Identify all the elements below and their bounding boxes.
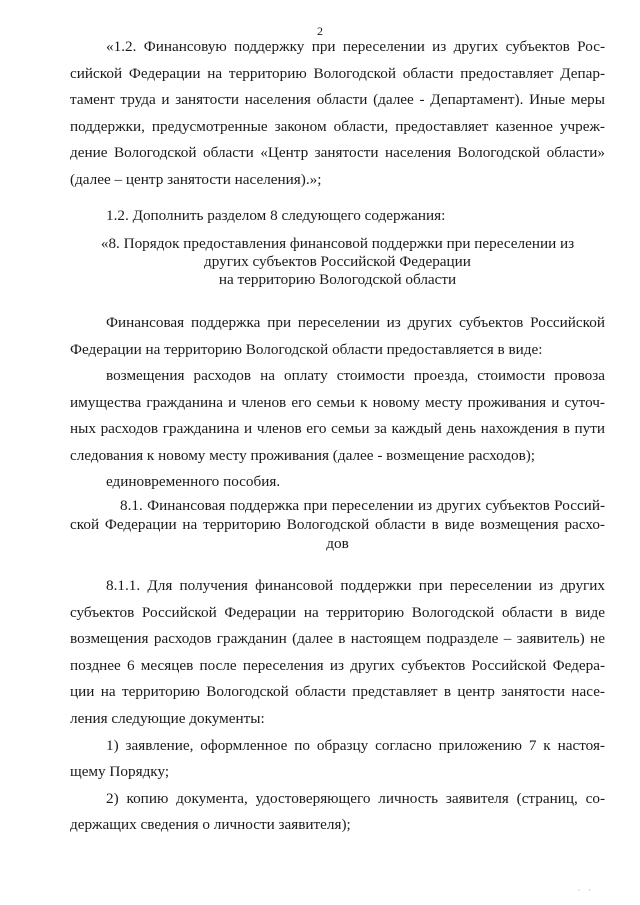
- text-line: сийской Федерации на территорию Вологодской области предоставляет Депар-: [70, 64, 605, 82]
- text-line: «1.2. Финансовую поддержку при переселении из других субъектов Рос-: [106, 38, 605, 55]
- text-line: следования к новому месту проживания (далее - возмещение расходов);: [70, 446, 536, 464]
- scan-mark: · ·: [577, 886, 594, 895]
- heading-line: 8.1. Финансовая поддержка при переселении из других субъектов Россий-: [120, 497, 605, 514]
- heading-line: «8. Порядок предоставления финансовой поддержки при переселении из: [100, 235, 575, 252]
- subsection-8-1-heading: [70, 496, 605, 553]
- heading-line: ской Федерации на территорию Вологодской области в виде возмещения расхо-: [70, 516, 605, 533]
- text-line: субъектов Российской Федерации на территорию Вологодской области в виде: [70, 603, 605, 621]
- text-line: возмещения расходов гражданин (далее в настоящем подразделе – заявитель) не: [70, 630, 605, 648]
- page-number: 2: [317, 24, 323, 38]
- text-line: 8.1.1. Для получения финансовой поддержки при переселении из других: [106, 577, 605, 594]
- body-paragraph: [70, 310, 605, 496]
- text-line: дение Вологодской области «Центр занятости населения Вологодской области»: [70, 144, 605, 162]
- text-line: 1.2. Дополнить разделом 8 следующего содержания:: [106, 207, 446, 224]
- section-8-heading: [70, 235, 605, 289]
- text-line: щему Порядку;: [70, 763, 170, 781]
- text-line: поддержки, предусмотренные законом области, предоставляет казенное учреж-: [70, 117, 605, 135]
- heading-line: на территорию Вологодской области: [218, 271, 457, 288]
- heading-line: других субъектов Российской Федерации: [204, 253, 471, 270]
- body-paragraph-2: [70, 573, 605, 839]
- text-line: (далее – центр занятости населения).»;: [70, 170, 322, 188]
- text-line: тамент труда и занятости населения области (далее - Департамент). Иные меры: [70, 91, 605, 109]
- text-line: держащих сведения о личности заявителя);: [70, 816, 351, 834]
- text-line: ции на территорию Вологодской области представляет в центр занятости насе-: [70, 683, 605, 701]
- quote-paragraph: [70, 34, 605, 194]
- text-line: имущества гражданина и членов его семьи к новому месту проживания и суточ-: [70, 393, 605, 411]
- text-line: единовременного пособия.: [106, 473, 281, 490]
- text-line: возмещения расходов на оплату стоимости проезда, стоимости провоза: [106, 367, 605, 384]
- add-section-paragraph: [70, 205, 605, 227]
- heading-line: дов: [326, 535, 349, 552]
- text-line: позднее 6 месяцев после переселения из других субъектов Российской Федера-: [70, 656, 605, 674]
- text-line: 2) копию документа, удостоверяющего личность заявителя (страниц, со-: [106, 789, 605, 807]
- text-line: Федерации на территорию Вологодской области предоставляется в виде:: [70, 340, 543, 358]
- text-line: 1) заявление, оформленное по образцу согласно приложению 7 к настоя-: [106, 736, 605, 754]
- text-line: Финансовая поддержка при переселении из других субъектов Российской: [106, 314, 605, 331]
- text-line: ных расходов гражданина и членов его семьи за каждый день нахождения в пути: [70, 420, 605, 437]
- text-line: ления следующие документы:: [70, 709, 265, 727]
